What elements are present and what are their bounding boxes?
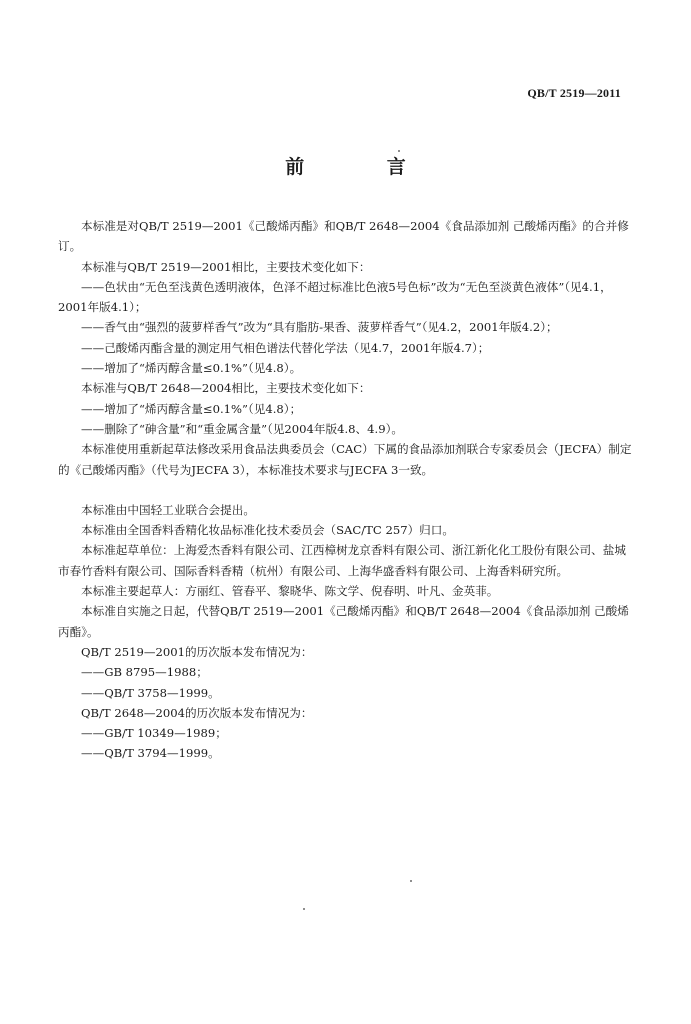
document-body: [58, 216, 634, 764]
paragraph-changes-2519: 本标准与QB/T 2519—2001相比，主要技术变化如下：: [81, 259, 371, 274]
paragraph-jecfa: 本标准使用重新起草法修改采用食品法典委员会（CAC）下属的食品添加剂联合专家委员会（JECFA）制定的《己酸烯丙酯》（代号为JECFA 3），本标准技术要求与JECFA 3一致。: [58, 442, 632, 477]
history-heading-2519: QB/T 2519—2001的历次版本发布情况为：: [81, 644, 313, 659]
scan-speck: [410, 880, 412, 882]
history-item: ——QB/T 3758—1999。: [81, 685, 220, 700]
scan-speck: [398, 150, 400, 152]
change-item: ——增加了“烯丙醇含量≤0.1%”（见4.8）。: [81, 361, 302, 376]
paragraph-proposer: 本标准由中国轻工业联合会提出。: [81, 502, 255, 517]
paragraph-replacement: 本标准自实施之日起，代替QB/T 2519—2001《己酸烯丙酯》和QB/T 2648—2004《食品添加剂 己酸烯丙酯》。: [58, 604, 629, 639]
history-item: ——GB 8795—1988；: [81, 665, 208, 680]
paragraph-drafting-units: 本标准起草单位：上海爱杰香料有限公司、江西樟树龙京香料有限公司、浙江新化化工股份有限公司、盐城市春竹香料有限公司、国际香料香精（杭州）有限公司、上海华盛香料有限公司、上海香料研究所。: [58, 543, 626, 578]
paragraph-gap: [58, 480, 634, 500]
change-item: ——增加了“烯丙醇含量≤0.1%”（见4.8）；: [81, 401, 302, 416]
change-item: ——香气由“强烈的菠萝样香气”改为“具有脂肪-果香、菠萝样香气”（见4.2，2001年版4.2）；: [81, 320, 558, 335]
change-item: ——删除了“砷含量”和“重金属含量”（见2004年版4.8、4.9）。: [81, 421, 403, 436]
paragraph-drafters: 本标准主要起草人：方丽红、管春平、黎晓华、陈文学、倪春明、叶凡、金英菲。: [81, 584, 499, 599]
page-title: 前 言: [285, 156, 444, 178]
change-item: ——色状由“无色至浅黄色透明液体，色泽不超过标准比色液5号色标”改为“无色至淡黄色液体”（见4.1，2001年版4.1）；: [58, 279, 612, 315]
history-item: ——GB/T 10349—1989；: [81, 726, 227, 741]
paragraph-merge-revision: 本标准是对QB/T 2519—2001《己酸烯丙酯》和QB/T 2648—2004《食品添加剂 己酸烯丙酯》的合并修订。: [58, 219, 629, 254]
document-code: QB/T 2519—2011: [527, 86, 621, 100]
change-item: ——己酸烯丙酯含量的测定用气相色谱法代替化学法（见4.7，2001年版4.7）；: [81, 340, 490, 355]
history-heading-2648: QB/T 2648—2004的历次版本发布情况为：: [81, 705, 313, 720]
paragraph-committee: 本标准由全国香料香精化妆品标准化技术委员会（SAC/TC 257）归口。: [81, 523, 454, 538]
scan-speck: [303, 908, 305, 910]
history-item: ——QB/T 3794—1999。: [81, 746, 220, 761]
paragraph-changes-2648: 本标准与QB/T 2648—2004相比，主要技术变化如下：: [81, 381, 371, 396]
